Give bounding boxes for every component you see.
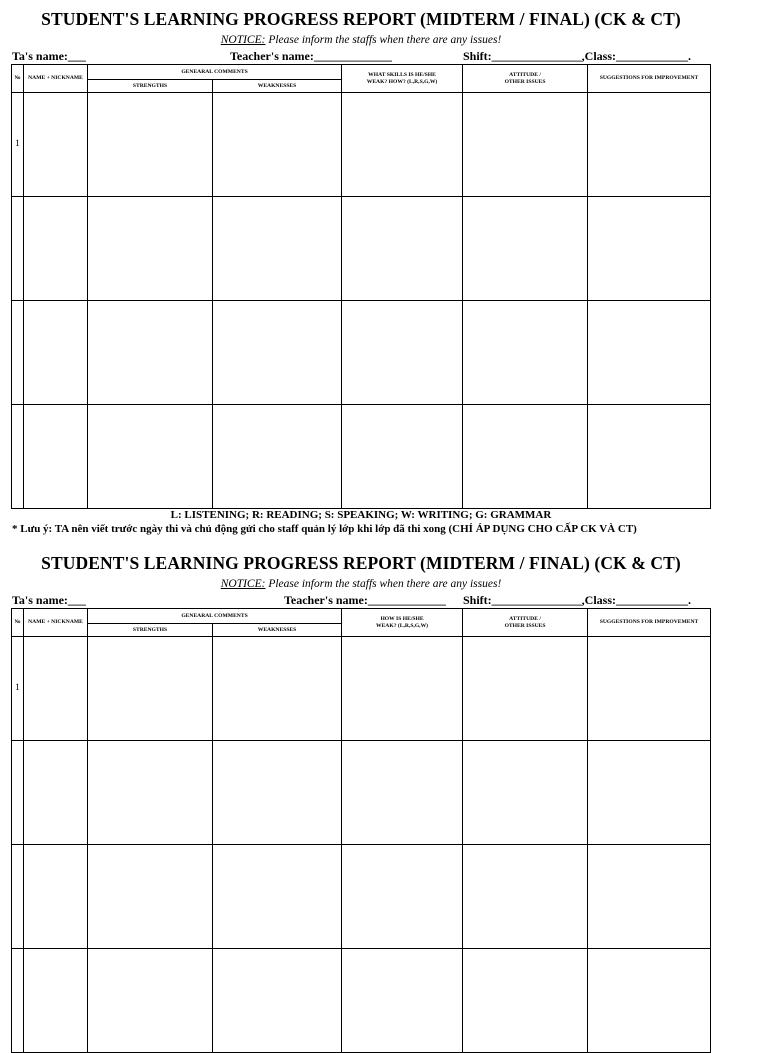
notice-label: NOTICE: (220, 578, 266, 590)
col-name-header: NAME + NICKNAME (24, 609, 88, 637)
name-cell[interactable] (24, 93, 88, 197)
strengths-cell[interactable] (88, 93, 213, 197)
teacher-name-label: Teacher's name:_____________ (284, 593, 446, 607)
name-cell[interactable] (24, 637, 88, 741)
attitude-cell[interactable] (463, 637, 588, 741)
suggestions-cell[interactable] (588, 301, 711, 405)
strengths-cell[interactable] (88, 197, 213, 301)
strengths-cell[interactable] (88, 845, 213, 949)
suggestions-cell[interactable] (588, 949, 711, 1053)
row-number: 1 (12, 93, 24, 197)
col-attitude-line1: ATTITUDE / (509, 616, 541, 623)
table-row (12, 637, 711, 741)
col-skills-line2: WEAK? HOW? (L,R,S,G,W) (366, 78, 438, 85)
row-number (12, 949, 24, 1053)
suggestions-cell[interactable] (588, 741, 711, 845)
col-general-comments-header: GENEARAL COMMENTS (88, 65, 342, 80)
table-row (12, 741, 711, 845)
skills-cell[interactable] (342, 93, 463, 197)
col-attitude-line2: OTHER ISSUES (504, 78, 546, 85)
row-number (12, 845, 24, 949)
attitude-cell[interactable] (463, 405, 588, 509)
name-cell[interactable] (24, 301, 88, 405)
col-strengths-header: STRENGTHS (88, 624, 213, 637)
name-cell[interactable] (24, 197, 88, 301)
attitude-cell[interactable] (463, 741, 588, 845)
weaknesses-cell[interactable] (213, 197, 342, 301)
skills-cell[interactable] (342, 741, 463, 845)
teacher-name-label: Teacher's name:_____________ (230, 49, 392, 63)
col-skills-header (342, 609, 463, 637)
ta-name-label: Ta's name:___ (12, 593, 86, 607)
table-row (12, 845, 711, 949)
col-skills-line1: WHAT SKILLS IS HE/SHE (368, 72, 436, 79)
strengths-cell[interactable] (88, 741, 213, 845)
strengths-cell[interactable] (88, 405, 213, 509)
weaknesses-cell[interactable] (213, 845, 342, 949)
col-weaknesses-header: WEAKNESSES (213, 624, 342, 637)
attitude-cell[interactable] (463, 93, 588, 197)
report-table (11, 608, 711, 1053)
name-cell[interactable] (24, 405, 88, 509)
table-row (12, 405, 711, 509)
row-number (12, 405, 24, 509)
col-attitude-line2: OTHER ISSUES (504, 622, 546, 629)
col-no-header: No (12, 609, 24, 637)
name-cell[interactable] (24, 845, 88, 949)
col-skills-line2: WEAK? (L,R,S,G,W) (375, 622, 429, 629)
notice-text: Please inform the staffs when there are any issues! (265, 578, 502, 590)
attitude-cell[interactable] (463, 301, 588, 405)
table-row (12, 949, 711, 1053)
skills-legend: L: LISTENING; R: READING; S: SPEAKING; W: WRITING; G: GRAMMAR (170, 509, 552, 521)
row-number (12, 197, 24, 301)
col-attitude-header (463, 609, 588, 637)
notice-line (0, 34, 722, 46)
col-strengths-header: STRENGTHS (88, 80, 213, 93)
notice-label: NOTICE: (220, 34, 266, 46)
skills-cell[interactable] (342, 301, 463, 405)
suggestions-cell[interactable] (588, 197, 711, 301)
report-title: STUDENT'S LEARNING PROGRESS REPORT (MIDTERM / FINAL) (CK & CT) (41, 9, 681, 29)
row-number: 1 (12, 637, 24, 741)
table-row (12, 197, 711, 301)
strengths-cell[interactable] (88, 949, 213, 1053)
col-suggestions-header: SUGGESTIONS FOR IMPROVEMENT (588, 609, 711, 637)
skills-cell[interactable] (342, 949, 463, 1053)
col-no-header: No (12, 65, 24, 93)
skills-cell[interactable] (342, 197, 463, 301)
ta-note: * Lưu ý: TA nên viết trước ngày thi và chủ động gửi cho staff quản lý lớp khi lớp đã thi xong (CHỈ ÁP DỤNG CHO CẤP CK VÀ CT) (12, 523, 637, 535)
weaknesses-cell[interactable] (213, 949, 342, 1053)
ta-name-label: Ta's name:___ (12, 49, 86, 63)
shift-class-label: Shift:_______________,Class:____________. (463, 49, 692, 63)
notice-line (0, 578, 722, 590)
row-number (12, 741, 24, 845)
col-skills-header (342, 65, 463, 93)
col-name-header: NAME + NICKNAME (24, 65, 88, 93)
skills-cell[interactable] (342, 845, 463, 949)
suggestions-cell[interactable] (588, 93, 711, 197)
col-weaknesses-header: WEAKNESSES (213, 80, 342, 93)
strengths-cell[interactable] (88, 301, 213, 405)
attitude-cell[interactable] (463, 197, 588, 301)
suggestions-cell[interactable] (588, 405, 711, 509)
shift-class-label: Shift:_______________,Class:____________. (463, 593, 692, 607)
col-skills-line1: HOW IS HE/SHE (380, 616, 424, 623)
weaknesses-cell[interactable] (213, 93, 342, 197)
name-cell[interactable] (24, 741, 88, 845)
col-general-comments-header: GENEARAL COMMENTS (88, 609, 342, 624)
name-cell[interactable] (24, 949, 88, 1053)
table-row (12, 301, 711, 405)
report-table (11, 64, 711, 509)
skills-cell[interactable] (342, 405, 463, 509)
row-number (12, 301, 24, 405)
col-suggestions-header: SUGGESTIONS FOR IMPROVEMENT (588, 65, 711, 93)
col-attitude-header (463, 65, 588, 93)
skills-cell[interactable] (342, 637, 463, 741)
report-title: STUDENT'S LEARNING PROGRESS REPORT (MIDTERM / FINAL) (CK & CT) (41, 553, 681, 573)
notice-text: Please inform the staffs when there are any issues! (265, 34, 502, 46)
strengths-cell[interactable] (88, 637, 213, 741)
weaknesses-cell[interactable] (213, 301, 342, 405)
col-attitude-line1: ATTITUDE / (509, 72, 541, 79)
weaknesses-cell[interactable] (213, 741, 342, 845)
weaknesses-cell[interactable] (213, 637, 342, 741)
table-row (12, 93, 711, 197)
weaknesses-cell[interactable] (213, 405, 342, 509)
attitude-cell[interactable] (463, 949, 588, 1053)
suggestions-cell[interactable] (588, 845, 711, 949)
attitude-cell[interactable] (463, 845, 588, 949)
suggestions-cell[interactable] (588, 637, 711, 741)
